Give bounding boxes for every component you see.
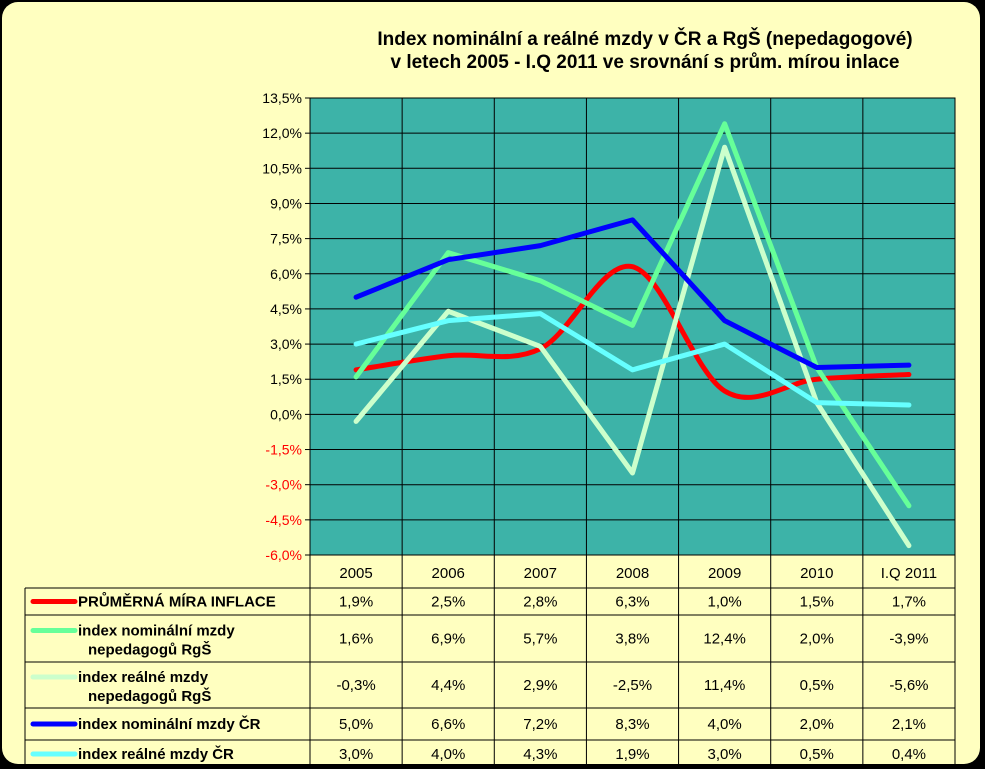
table-value-cell: -0,3% [336,677,376,694]
legend-label: index nominální mzdy [78,622,235,640]
table-value-cell: 1,9% [615,746,650,763]
y-tick-label: 12,0% [262,125,302,142]
table-value-cell: 0,5% [799,746,834,763]
table-value-cell: 6,9% [431,630,466,648]
table-value-cell: 7,2% [523,716,558,733]
y-tick-label: -3,0% [265,476,302,493]
y-tick-label: 4,5% [270,300,302,317]
category-label: 2006 [431,565,465,582]
legend-label: index reálné mzdy ČR [78,746,234,763]
table-value-cell: -2,5% [612,677,653,694]
legend-label: index nominální mzdy ČR [78,716,261,733]
table-value-cell: 4,3% [523,746,558,763]
category-label: I.Q 2011 [880,565,938,582]
legend-label: nepedagogů RgŠ [88,641,212,659]
table-value-cell: 3,0% [707,746,742,763]
category-label: 2009 [707,565,742,582]
category-label: 2005 [339,565,373,582]
table-value-cell: -5,6% [889,677,929,694]
table-value-cell: 4,0% [431,746,466,763]
category-label: 2008 [615,565,650,582]
y-tick-label: -6,0% [265,547,302,563]
table-value-cell: 1,6% [338,630,374,648]
table-value-cell: 0,4% [891,746,927,763]
table-value-cell: 11,4% [703,677,746,694]
table-value-cell: 5,0% [338,716,374,733]
table-value-cell: 1,0% [707,593,742,611]
y-tick-label: 10,5% [262,160,302,177]
table-value-cell: 4,4% [431,677,466,694]
category-label: 2007 [523,565,558,582]
chart-title-line-2: v letech 2005 - I.Q 2011 ve srovnání s prům. mírou inlace [390,52,900,73]
legend-label: index reálné mzdy [78,669,209,686]
y-tick-label: 13,5% [262,90,302,106]
table-value-cell: 2,5% [431,593,466,611]
table-value-cell: 8,3% [615,716,650,733]
table-value-cell: 3,0% [338,746,374,763]
table-value-cell: 6,3% [615,593,650,611]
table-value-cell: 3,8% [615,630,650,648]
legend-label: PRŮMĚRNÁ MÍRA INFLACE [78,593,276,611]
y-tick-label: 0,0% [270,406,302,423]
table-value-cell: 2,0% [799,716,834,733]
table-value-cell: 1,5% [799,593,834,611]
table-value-cell: 5,7% [523,630,558,648]
category-label: 2010 [800,565,834,582]
chart-title-line-1: Index nominální a reálné mzdy v ČR a RgŠ (nepedagogové) [377,29,913,50]
table-value-cell: 2,1% [891,716,927,733]
table-value-cell: 12,4% [703,630,746,648]
y-tick-label: 1,5% [270,371,302,388]
table-value-cell: -3,9% [889,630,929,648]
y-tick-label: 7,5% [270,230,302,247]
table-value-cell: 0,5% [799,677,834,694]
table-value-cell: 1,7% [891,593,927,611]
table-value-cell: 2,0% [799,630,834,648]
legend-label: nepedagogů RgŠ [88,688,212,705]
table-value-cell: 4,0% [707,716,742,733]
y-tick-label: -1,5% [265,441,302,458]
table-value-cell: 6,6% [431,716,466,733]
y-tick-label: 9,0% [270,195,302,212]
y-tick-label: 6,0% [270,265,302,282]
table-value-cell: 2,8% [523,593,558,611]
table-value-cell: 2,9% [523,677,558,694]
y-tick-label: 3,0% [270,336,302,353]
table-value-cell: 1,9% [338,593,374,611]
y-tick-label: -4,5% [265,511,302,528]
